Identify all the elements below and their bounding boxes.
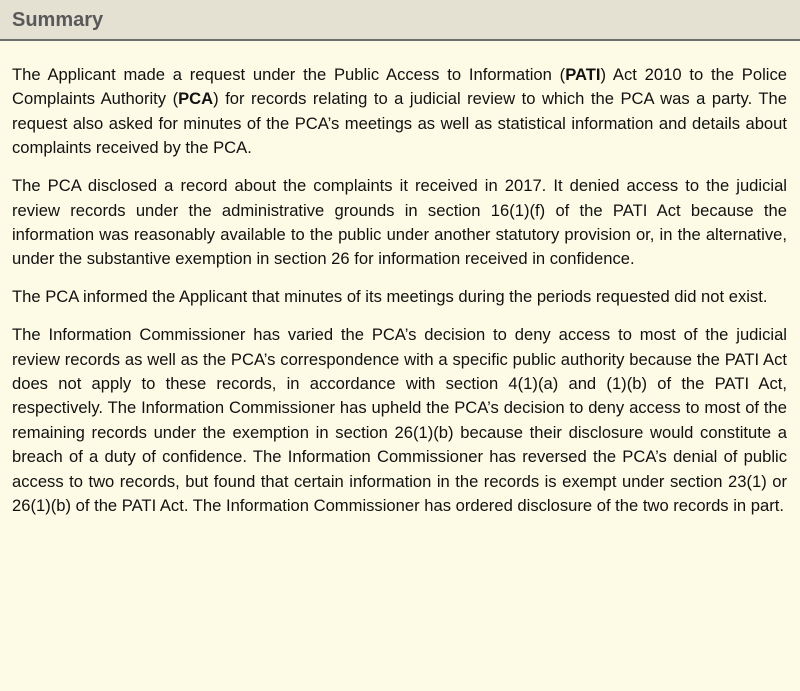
paragraph-text: The Applicant made a request under the Public Access to Information ( bbox=[12, 65, 566, 84]
paragraph-disclosure: The PCA disclosed a record about the complaints it received in 2017. It denied access to the judicial review records under the administrative grounds in section 16(1)(f) of the PATI Act because the information was reasonably available to the public under another statutory provision or, in the alternative, under the substantive exemption in section 26 for information received in confidence. bbox=[12, 176, 787, 269]
summary-header bbox=[0, 0, 800, 41]
paragraph-decision: The Information Commissioner has varied the PCA’s decision to deny access to most of the judicial review records as well as the PCA’s correspondence with a specific public authority because the PATI Act does not apply to these records, in accordance with section 4(1)(a) and (1)(b) of the PATI Act, respectively. The Information Commissioner has upheld the PCA’s decision to deny access to most of the remaining records under the exemption in section 26(1)(b) because their disclosure would constitute a breach of a duty of confidence. The Information Commissioner has reversed the PCA’s denial of public access to two records, but found that certain information in the records is exempt under section 23(1) or 26(1)(b) of the PATI Act. The Information Commissioner has ordered disclosure of the two records in part. bbox=[12, 325, 787, 515]
paragraph-minutes: The PCA informed the Applicant that minutes of its meetings during the periods requested did not exist. bbox=[12, 287, 768, 307]
paragraph-text: ) Act 2010 to the Police Complaints Authority ( bbox=[12, 65, 787, 109]
summary-body bbox=[0, 63, 800, 518]
section-title: Summary bbox=[12, 8, 104, 31]
paragraph-request bbox=[12, 63, 787, 161]
paragraph-text: ) for records relating to a judicial review to which the PCA was a party. The request also asked for minutes of the PCA’s meetings as well as statistical information and details about complaints received by the PCA. bbox=[12, 89, 787, 158]
pati-abbreviation: PATI bbox=[565, 65, 601, 84]
pca-abbreviation: PCA bbox=[178, 89, 214, 109]
